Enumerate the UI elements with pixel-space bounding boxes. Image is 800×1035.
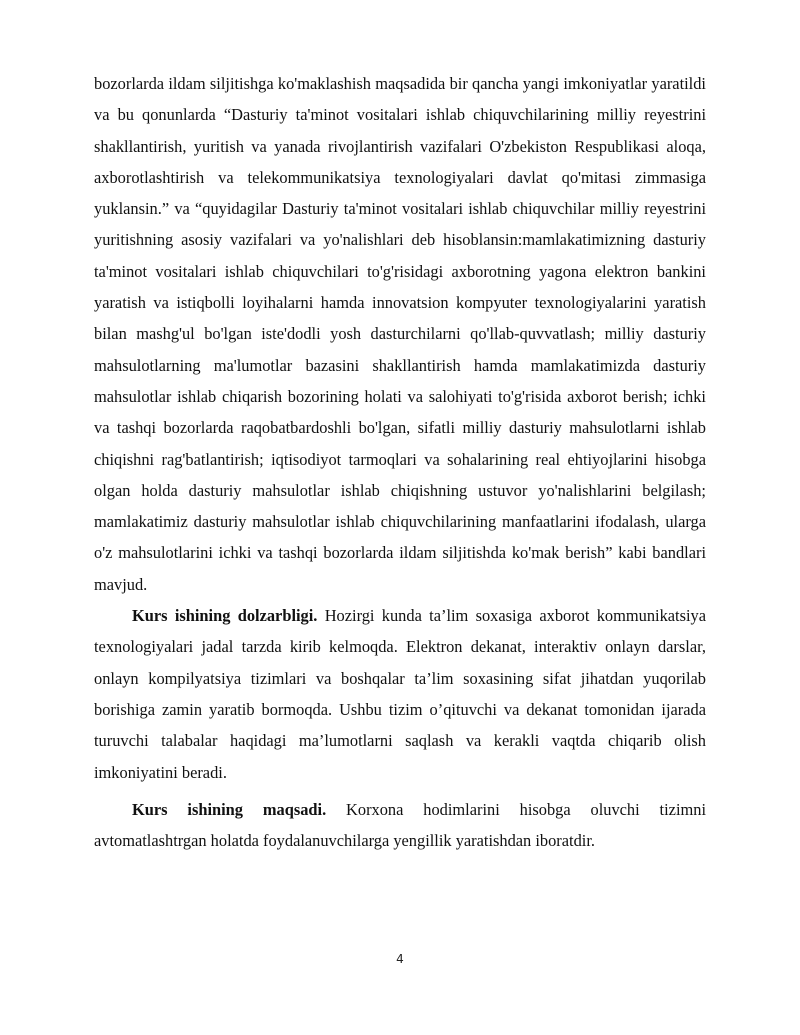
goal-heading: Kurs ishining maqsadi.	[132, 799, 327, 819]
document-page	[94, 68, 706, 856]
relevance-paragraph	[94, 600, 706, 788]
relevance-heading: Kurs ishining dolzarbligi.	[132, 606, 318, 626]
goal-paragraph	[94, 794, 706, 857]
page-number: 4	[396, 952, 404, 966]
goal-text: Korxona hodimlarini hisobga oluvchi tizimni avtomatlashtrgan holatda foydalanuvchilarga yengillik yaratishdan iboratdir.	[94, 799, 706, 851]
body-paragraph: bozorlarda ildam siljitishga ko'maklashish maqsadida bir qancha yangi imkoniyatlar yaratildi va bu qonunlarda “Dasturiy ta'minot vositalari ishlab chiquvchilarining milliy reyestrini shakllantirish, yuritish va yanada rivojlantirish vazifalari O'zbekiston Respublikasi aloqa, axborotlashtirish va telekommunikatsiya texnologiyalari davlat qo'mitasi zimmasiga yuklansin.” va “quyidagilar Dasturiy ta'minot vositalari ishlab chiquvchilar milliy reyestrini yuritishning asosiy vazifalari va yo'nalishlari deb hisoblansin:mamlakatimizning dasturiy ta'minot vositalari ishlab chiquvchilari to'g'risidagi axborotning yagona elektron bankini yaratish va istiqbolli loyihalarni hamda innovatsion kompyuter texnologiyalarini yaratish bilan mashg'ul bo'lgan iste'dodli yosh dasturchilarni qo'llab-quvvatlash; milliy dasturiy mahsulotlarning ma'lumotlar bazasini shakllantirish hamda mamlakatimizda dasturiy mahsulotlar ishlab chiqarish bozorining holati va salohiyati to'g'risida axborot berish; ichki va tashqi bozorlarda raqobatbardoshli bo'lgan, sifatli milliy dasturiy mahsulotlarni ishlab chiqishni rag'batlantirish; iqtisodiyot tarmoqlari va sohalarining real ehtiyojlarini hisobga olgan holda dasturiy mahsulotlar ishlab chiqishning ustuvor yo'nalishlarini belgilash; mamlakatimiz dasturiy mahsulotlar ishlab chiquvchilarining manfaatlarini ifodalash, ularga o'z mahsulotlarini ichki va tashqi bozorlarda ildam siljitishda ko'mak berish” kabi bandlari mavjud.	[94, 74, 706, 594]
relevance-text: Hozirgi kunda ta’lim soxasiga axborot kommunikatsiya texnologiyalari jadal tarzda kirib kelmoqda. Elektron dekanat, interaktiv onlayn darslar, onlayn kompilyatsiya tizimlari va boshqalar ta’lim soxasining sifat jihatdan yuqorilab borishiga zamin yaratib bormoqda. Ushbu tizim o’qituvchi va dekanat tomonidan ijarada turuvchi talabalar haqidagi ma’lumotlarni saqlash va kerakli vaqtda chiqarib olish imkoniyatini beradi.	[94, 606, 706, 782]
